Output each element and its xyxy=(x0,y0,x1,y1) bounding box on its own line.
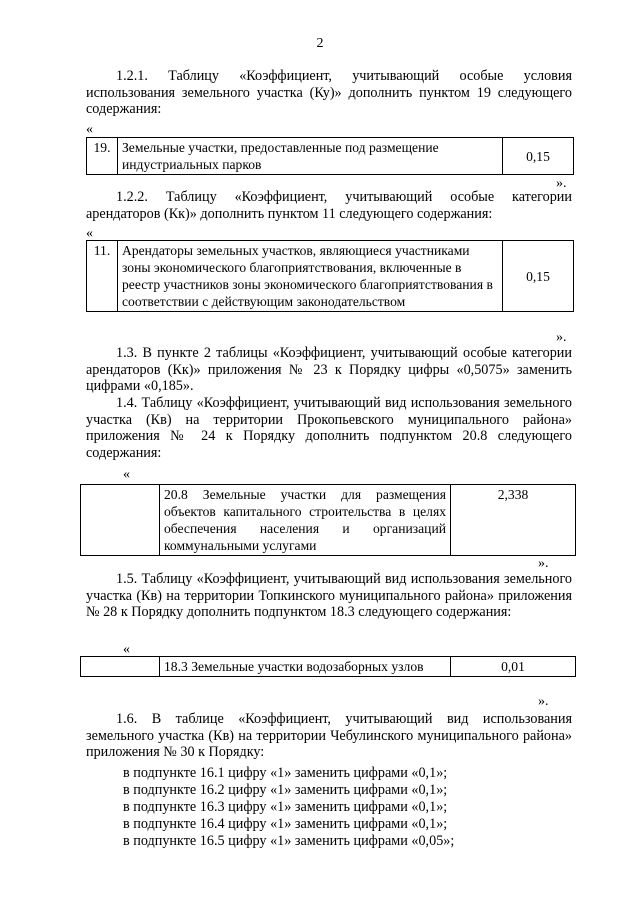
row-number: 19. xyxy=(87,138,118,175)
paragraph-1-3: 1.3. В пункте 2 таблицы «Коэффициент, учитывающий особые категории арендаторов (Кк)» приложения № 23 к Порядку цифры «0,5075» заменить цифрами «0,185». xyxy=(86,345,572,395)
paragraph-1-6: 1.6. В таблице «Коэффициент, учитывающий вид использования земельного участка (Кв) на территории Чебулинского муниципального района» приложения № 30 к Порядку: xyxy=(86,711,572,761)
close-quote: ». xyxy=(556,330,567,345)
open-quote: « xyxy=(86,122,93,137)
row-number: 11. xyxy=(87,241,118,312)
table-row xyxy=(81,485,576,556)
table-row xyxy=(87,138,574,175)
table-ku-item-19 xyxy=(86,137,574,175)
row-value: 0,15 xyxy=(503,241,574,312)
paragraph-1-2-2: 1.2.2. Таблицу «Коэффициент, учитывающий особые категории арендаторов (Кк)» дополнить пунктом 11 следующего содержания: xyxy=(86,189,572,222)
open-quote: « xyxy=(86,226,93,241)
table-kv-item-20-8 xyxy=(80,484,576,556)
table-kv-item-18-3 xyxy=(80,656,576,677)
row-description: 20.8 Земельные участки для размещения объектов капитального строительства в целях обеспечения населения и организаций коммунальными услугами xyxy=(160,485,451,556)
list-item: в подпункте 16.1 цифру «1» заменить цифрами «0,1»; xyxy=(123,765,448,781)
row-description: 18.3 Земельные участки водозаборных узлов xyxy=(160,657,451,677)
row-value: 0,01 xyxy=(451,657,576,677)
close-quote: ». xyxy=(538,694,549,709)
row-value: 2,338 xyxy=(451,485,576,556)
table-row xyxy=(87,241,574,312)
row-value: 0,15 xyxy=(503,138,574,175)
list-item: в подпункте 16.2 цифру «1» заменить цифрами «0,1»; xyxy=(123,782,448,798)
paragraph-1-2-1: 1.2.1. Таблицу «Коэффициент, учитывающий особые условия использования земельного участка (Ку)» дополнить пунктом 19 следующего содержания: xyxy=(86,68,572,118)
row-description: Арендаторы земельных участков, являющиеся участниками зоны экономического благоприятствования, включенные в реестр участников зоны экономического благоприятствования в соответствии с действующим законодательством xyxy=(118,241,503,312)
open-quote: « xyxy=(123,467,130,482)
open-quote: « xyxy=(123,642,130,657)
row-number xyxy=(81,657,160,677)
close-quote: ». xyxy=(556,176,567,191)
row-number xyxy=(81,485,160,556)
paragraph-1-5: 1.5. Таблицу «Коэффициент, учитывающий вид использования земельного участка (Кв) на территории Топкинского муниципального района» приложения № 28 к Порядку дополнить подпунктом 18.3 следующего содержания: xyxy=(86,571,572,621)
list-item: в подпункте 16.4 цифру «1» заменить цифрами «0,1»; xyxy=(123,816,448,832)
list-item: в подпункте 16.5 цифру «1» заменить цифрами «0,05»; xyxy=(123,833,455,849)
paragraph-1-4: 1.4. Таблицу «Коэффициент, учитывающий вид использования земельного участка (Кв) на территории Прокопьевского муниципального района» приложения № 24 к Порядку дополнить подпунктом 20.8 следующего содержания: xyxy=(86,395,572,461)
page-number: 2 xyxy=(316,36,324,51)
close-quote: ». xyxy=(538,556,549,571)
list-item: в подпункте 16.3 цифру «1» заменить цифрами «0,1»; xyxy=(123,799,448,815)
row-description: Земельные участки, предоставленные под размещение индустриальных парков xyxy=(118,138,503,175)
table-kk-item-11 xyxy=(86,240,574,312)
table-row xyxy=(81,657,576,677)
